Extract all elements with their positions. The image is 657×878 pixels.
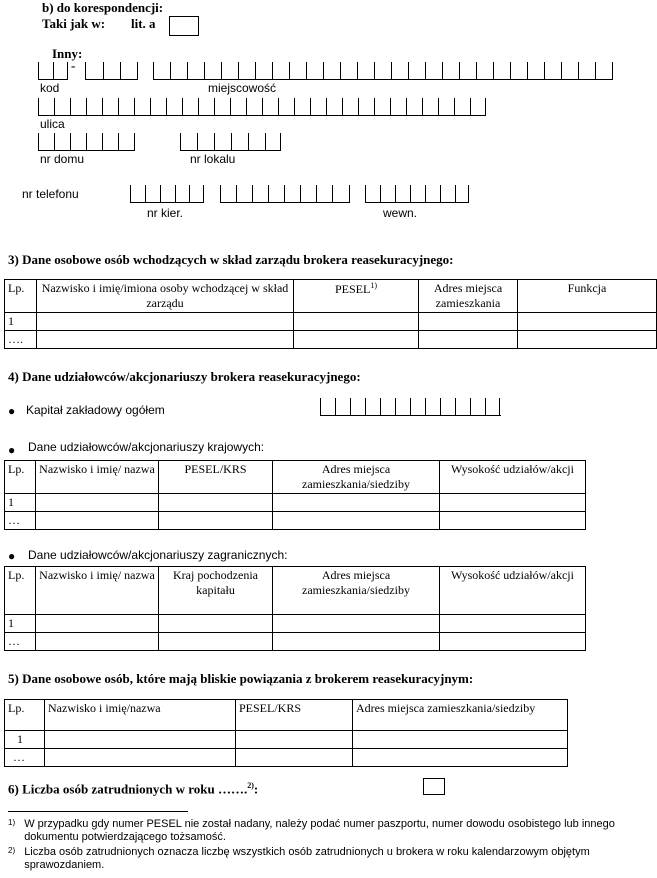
street-field[interactable] xyxy=(38,98,486,116)
nr-lokalu-label: nr lokalu xyxy=(190,152,236,166)
table-cell[interactable] xyxy=(159,633,273,651)
footnote-text: Liczba osób zatrudnionych oznacza liczbę wszystkich osób zatrudnionych u brokera w roku kalendarzowym objętym sprawozdaniem. xyxy=(24,846,590,871)
table-header: Funkcja xyxy=(518,280,657,313)
row-number: 1 xyxy=(5,494,36,512)
ulica-label: ulica xyxy=(40,117,65,131)
footnote-ref: 2) xyxy=(247,781,254,790)
postal-code-part2-field[interactable] xyxy=(85,62,138,80)
table-header: Nazwisko i imię/ nazwa xyxy=(36,461,159,494)
table-row xyxy=(5,615,586,633)
table-row xyxy=(5,313,657,331)
row-number: …. xyxy=(5,331,37,349)
table-header: Adres miejsca zamieszkania/siedziby xyxy=(273,567,440,615)
kapital-label: Kapitał zakładowy ogółem xyxy=(26,403,165,417)
table-cell[interactable] xyxy=(273,512,440,530)
nr-domu-label: nr domu xyxy=(40,152,85,166)
pesel-header-text: PESEL xyxy=(334,282,371,296)
table-cell[interactable] xyxy=(353,731,568,749)
close-links-table xyxy=(4,699,568,767)
table-cell[interactable] xyxy=(36,512,159,530)
footnote-ref: 1) xyxy=(370,281,377,290)
phone-extension-field[interactable] xyxy=(365,185,469,203)
section6-colon: : xyxy=(253,781,259,797)
table-cell[interactable] xyxy=(440,512,586,530)
table-header: Nazwisko i imię/nazwa xyxy=(45,700,236,731)
table-cell[interactable] xyxy=(518,331,657,349)
table-cell[interactable] xyxy=(518,313,657,331)
row-number: … xyxy=(5,749,45,767)
footnote-text: W przypadku gdy numer PESEL nie został nadany, należy podać numer paszportu, numer dowodu osobistego lub innego dokumentu potwierdzającego tożsamość. xyxy=(24,818,615,843)
table-row xyxy=(5,633,586,651)
table-row xyxy=(5,731,568,749)
table-header xyxy=(294,280,419,313)
bullet-icon: ● xyxy=(8,549,16,563)
row-number: 1 xyxy=(5,731,45,749)
apartment-number-field[interactable] xyxy=(180,133,281,151)
foreign-shareholders-table xyxy=(4,566,586,651)
table-cell[interactable] xyxy=(159,512,273,530)
board-members-table xyxy=(4,279,657,349)
table-cell[interactable] xyxy=(294,313,419,331)
section6-title xyxy=(8,781,258,797)
foreign-shareholders-label: Dane udziałowców/akcjonariuszy zagranicznych: xyxy=(28,548,288,562)
lit-label: lit. a xyxy=(131,16,156,31)
share-capital-field[interactable] xyxy=(320,398,501,416)
footnote-2 xyxy=(8,846,648,872)
bullet-icon: ● xyxy=(8,443,16,457)
table-header: Wysokość udziałów/akcji xyxy=(440,567,586,615)
table-header: Nazwisko i imię/imiona osoby wchodzącej w skład zarządu xyxy=(37,280,294,313)
table-header: Lp. xyxy=(5,280,37,313)
kod-label: kod xyxy=(40,81,60,95)
postal-code-part1-field[interactable] xyxy=(38,62,68,80)
table-header: PESEL/KRS xyxy=(159,461,273,494)
table-cell[interactable] xyxy=(236,749,353,767)
table-header: Lp. xyxy=(5,461,36,494)
table-cell[interactable] xyxy=(273,494,440,512)
house-number-field[interactable] xyxy=(38,133,135,151)
lit-a-checkbox[interactable] xyxy=(169,16,199,36)
table-header: Adres miejsca zamieszkania/siedziby xyxy=(273,461,440,494)
footnote-1 xyxy=(8,818,648,844)
inny-label: Inny: xyxy=(52,46,83,61)
employee-count-field[interactable] xyxy=(423,778,445,795)
table-cell[interactable] xyxy=(45,731,236,749)
row-number: … xyxy=(5,512,36,530)
table-row xyxy=(5,512,586,530)
section6-title-text: 6) Liczba osób zatrudnionych w roku ……. xyxy=(8,781,248,797)
domestic-shareholders-label: Dane udziałowców/akcjonariuszy krajowych: xyxy=(28,440,265,454)
footnote-mark: 1) xyxy=(8,818,16,827)
table-row xyxy=(5,494,586,512)
footnote-divider xyxy=(8,811,188,812)
table-cell[interactable] xyxy=(159,494,273,512)
table-header: Adres miejsca zamieszkania xyxy=(419,280,518,313)
table-cell[interactable] xyxy=(36,494,159,512)
row-number: … xyxy=(5,633,36,651)
table-header: PESEL/KRS xyxy=(236,700,353,731)
table-cell[interactable] xyxy=(36,633,159,651)
correspondence-heading: b) do korespondencji: xyxy=(42,0,164,15)
table-cell[interactable] xyxy=(37,313,294,331)
postal-code-dash: - xyxy=(71,58,76,73)
table-cell[interactable] xyxy=(236,731,353,749)
miejscowosc-label: miejscowość xyxy=(208,81,277,95)
footnote-mark: 2) xyxy=(8,846,16,855)
wewn-label: wewn. xyxy=(383,206,418,220)
table-cell[interactable] xyxy=(419,331,518,349)
table-header: Lp. xyxy=(5,567,36,615)
nr-telefonu-label: nr telefonu xyxy=(22,187,79,201)
table-cell[interactable] xyxy=(159,615,273,633)
table-cell[interactable] xyxy=(440,494,586,512)
table-cell[interactable] xyxy=(273,633,440,651)
row-number: 1 xyxy=(5,615,36,633)
table-header: Lp. xyxy=(5,700,45,731)
table-header: Adres miejsca zamieszkania/siedziby xyxy=(353,700,568,731)
table-header: Kraj pochodzenia kapitału xyxy=(159,567,273,615)
taki-jak-label: Taki jak w: xyxy=(42,16,106,31)
section3-title: 3) Dane osobowe osób wchodzących w skład zarządu brokera reasekuracyjnego: xyxy=(8,252,454,267)
domestic-shareholders-table xyxy=(4,460,586,530)
table-cell[interactable] xyxy=(440,633,586,651)
table-header: Nazwisko i imię/ nazwa xyxy=(36,567,159,615)
section5-title: 5) Dane osobowe osób, które mają bliskie powiązania z brokerem reasekuracyjnym: xyxy=(8,671,474,686)
phone-prefix-field[interactable] xyxy=(130,185,204,203)
table-row xyxy=(5,331,657,349)
nr-kier-label: nr kier. xyxy=(147,206,184,220)
table-header: Wysokość udziałów/akcji xyxy=(440,461,586,494)
table-cell[interactable] xyxy=(419,313,518,331)
table-cell[interactable] xyxy=(36,615,159,633)
table-cell[interactable] xyxy=(440,615,586,633)
table-cell[interactable] xyxy=(37,331,294,349)
phone-number-field[interactable] xyxy=(220,185,350,203)
row-number: 1 xyxy=(5,313,37,331)
table-cell[interactable] xyxy=(294,331,419,349)
city-field[interactable] xyxy=(153,62,613,80)
bullet-icon: ● xyxy=(8,404,16,418)
table-row xyxy=(5,749,568,767)
table-cell[interactable] xyxy=(45,749,236,767)
section4-title: 4) Dane udziałowców/akcjonariuszy brokera reasekuracyjnego: xyxy=(8,369,361,384)
table-cell[interactable] xyxy=(353,749,568,767)
table-cell[interactable] xyxy=(273,615,440,633)
